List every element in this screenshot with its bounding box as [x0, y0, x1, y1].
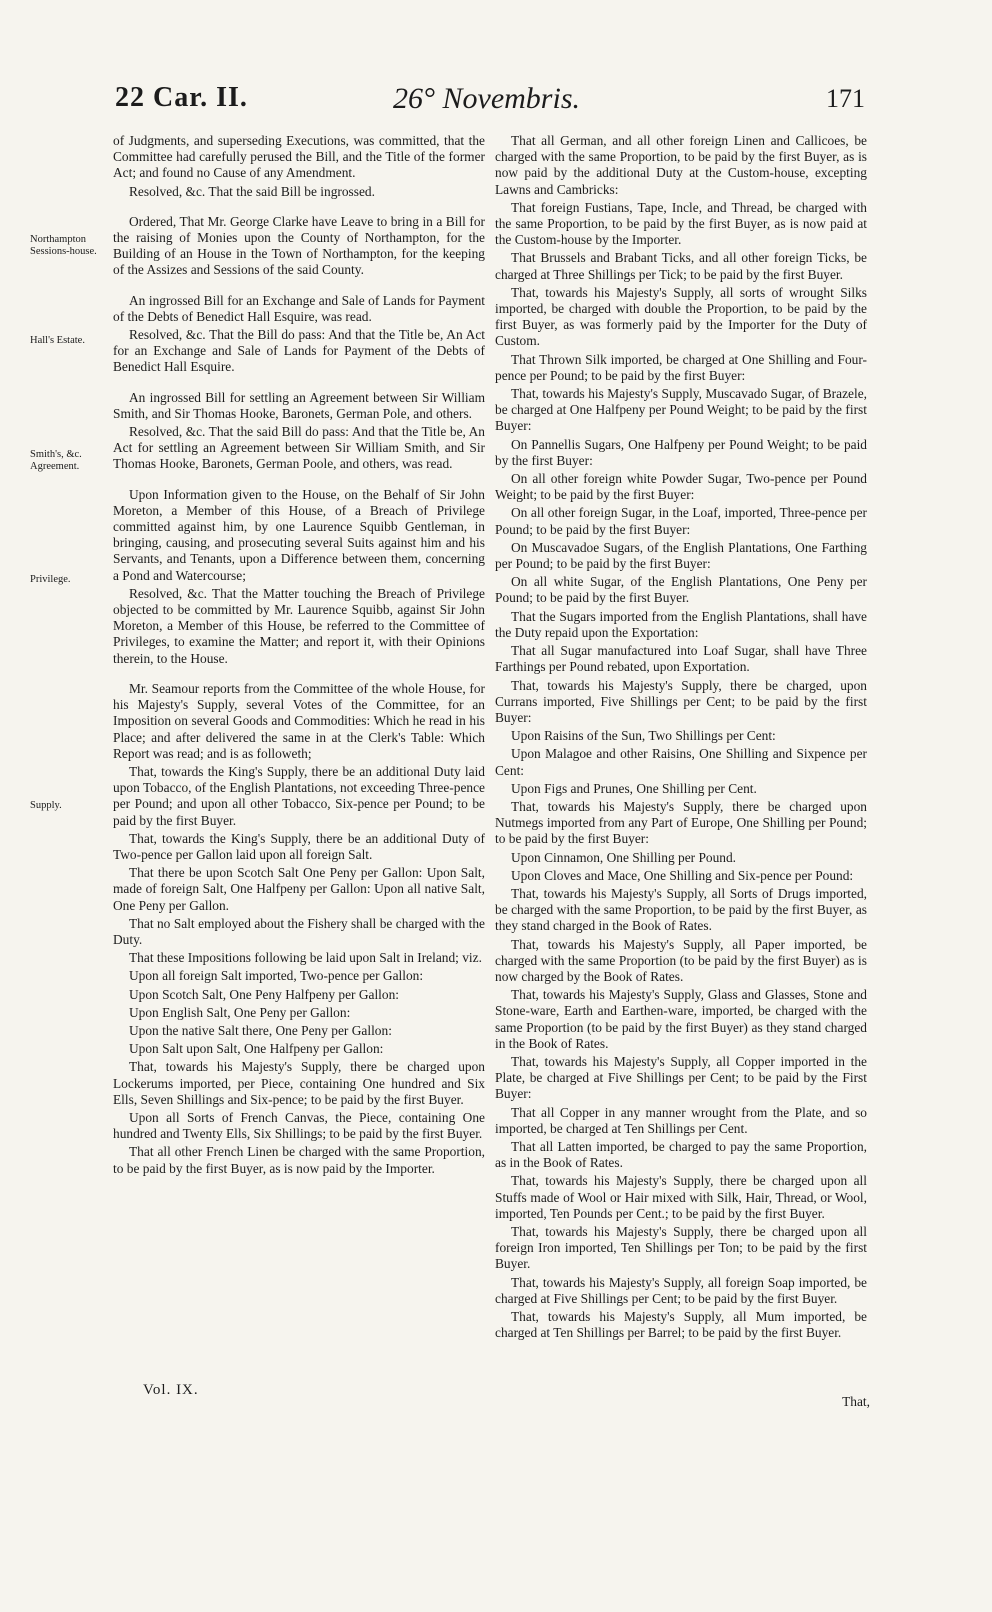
paragraph: That all Sugar manufactured into Loaf Sugar, shall have Three Farthings per Pound rebated, upon Exportation. [495, 643, 867, 675]
paragraph: Resolved, &c. That the Bill do pass: And that the Title be, An Act for an Exchange and Sale of Lands for Payment of the Debts of Benedict Hall Esquire. [113, 327, 485, 375]
paragraph: On Pannellis Sugars, One Halfpeny per Pound Weight; to be paid by the first Buyer: [495, 436, 867, 468]
paragraph: Upon Raisins of the Sun, Two Shillings per Cent: [511, 728, 776, 744]
paragraph: Upon Cloves and Mace, One Shilling and Six-pence per Pound: [511, 867, 854, 883]
paragraph: That, towards the King's Supply, there be an additional Duty of Two-pence per Gallon laid upon all foreign Salt. [113, 830, 485, 862]
paragraph: That, towards his Majesty's Supply, all Mum imported, be charged at Ten Shillings per Barrel; to be paid by the first Buyer. [495, 1309, 867, 1341]
paragraph: That all German, and all other foreign Linen and Callicoes, be charged with the same Proportion, to be paid by the first Buyer, as is now paid by the additional Duty at the Custom-house, excepting Lawns and Cambricks: [495, 133, 867, 197]
paragraph: That all Copper in any manner wrought from the Plate, and so imported, be charged at Ten Shillings per Cent. [495, 1104, 867, 1136]
paragraph: That there be upon Scotch Salt One Peny per Gallon: Upon Salt, made of foreign Salt, One Halfpeny per Gallon: Upon all native Salt, One Peny per Gallon. [113, 865, 485, 913]
paragraph: That, towards his Majesty's Supply, there be charged upon Nutmegs imported from any Part of Europe, One Shilling per Pound; to be paid by the first Buyer: [495, 798, 867, 847]
paragraph: That, towards his Majesty's Supply, there be charged, upon Currans imported, Five Shillings per Cent; to be paid by the first Buyer: [495, 677, 867, 725]
paragraph: That the Sugars imported from the English Plantations, shall have the Duty repaid upon the Exportation: [495, 608, 867, 640]
paragraph: That these Impositions following be laid upon Salt in Ireland; viz. [129, 950, 482, 966]
paragraph: Upon Scotch Salt, One Peny Halfpeny per Gallon: [129, 986, 399, 1002]
page-number: 171 [826, 84, 865, 113]
paragraph: of Judgments, and superseding Executions, was committed, that the Committee had carefully perused the Bill, and the Title of the former Act; and found no Cause of any Amendment. [113, 133, 485, 181]
paragraph: That all other French Linen be charged with the same Proportion, to be paid by the first Buyer, as is now paid by the Importer. [113, 1144, 485, 1176]
paragraph: Upon all foreign Salt imported, Two-pence per Gallon: [129, 968, 424, 984]
catchword: That, [842, 1394, 870, 1409]
left-column [113, 133, 485, 1179]
volume-signature: Vol. IX. [143, 1382, 199, 1398]
margin-note: Northampton Sessions-house. [30, 234, 97, 257]
paragraph: Upon Figs and Prunes, One Shilling per Cent. [511, 780, 757, 796]
paragraph: That, towards his Majesty's Supply, all Copper imported in the Plate, be charged at Five Shillings per Cent; to be paid by the First Buyer: [495, 1053, 867, 1102]
paragraph: Upon Cinnamon, One Shilling per Pound. [511, 849, 737, 865]
margin-note: Smith's, &c. Agreement. [30, 449, 82, 472]
paragraph: Resolved, &c. That the said Bill do pass: And that the Title be, An Act for settling an Agreement between Sir William Smith, and Sir Thomas Hooke, Baronets, German Poole, and others, was read. [113, 424, 485, 472]
paragraph: Resolved, &c. That the Matter touching the Breach of Privilege objected to be committed by Mr. Laurence Squibb, against Sir John Moreton, a Member of this House, be referred to the Committee of Privileges, to examine the Matter; and report it, with their Opinions therein, to the House. [113, 585, 485, 666]
paragraph: That all Latten imported, be charged to pay the same Proportion, as in the Book of Rates. [495, 1138, 867, 1171]
paragraph: Mr. Seamour reports from the Committee of the whole House, for his Majesty's Supply, several Votes of the Committee, for an Imposition on several Goods and Commodities: Which he read in his Place; and after delivered the same in at the Clerk's Table: Which Report was read; and is as followeth; [113, 680, 485, 761]
paragraph: Ordered, That Mr. George Clarke have Leave to bring in a Bill for the raising of Monies upon the County of Northampton, for the Building of an House in the Town of Northampton, for the keeping of the Assizes and Sessions of the said County. [113, 213, 485, 278]
paragraph: On all white Sugar, of the English Plantations, One Peny per Pound; to be paid by the first Buyer. [495, 574, 867, 606]
paragraph: Upon Information given to the House, on the Behalf of Sir John Moreton, a Member of this House, of a Breach of Privilege committed against him, by one Laurence Squibb Gentleman, in bringing, causing, and prosecuting several Suits against him and his Servants, and Tenants, upon a Difference between them, concerning a Pond and Watercourse; [113, 486, 485, 583]
paragraph: An ingrossed Bill for settling an Agreement between Sir William Smith, and Sir Thomas Hooke, Baronets, German Pole, and others. [113, 389, 485, 421]
paragraph: Resolved, &c. That the said Bill be ingrossed. [129, 183, 375, 199]
regnal-year: 22 Car. II. [115, 82, 248, 113]
margin-note: Supply. [30, 800, 62, 811]
paragraph: That, towards his Majesty's Supply, Muscavado Sugar, of Brazele, be charged at One Halfpeny per Pound Weight; to be paid by the first Buyer: [495, 386, 867, 434]
right-column [495, 133, 867, 1343]
paragraph: That, towards his Majesty's Supply, Glass and Glasses, Stone and Stone-ware, Earth and Earthen-ware, imported, be charged with the same Proportion (to be paid by the first Buyer) as they stand charged in the Book of Rates. [495, 987, 867, 1051]
paragraph: An ingrossed Bill for an Exchange and Sale of Lands for Payment of the Debts of Benedict Hall Esquire, was read. [113, 292, 485, 324]
paragraph: On all other foreign white Powder Sugar, Two-pence per Pound Weight; to be paid by the first Buyer: [495, 471, 867, 503]
paragraph: Upon Malagoe and other Raisins, One Shilling and Sixpence per Cent: [495, 746, 867, 778]
margin-note: Privilege. [30, 574, 71, 585]
paragraph: Upon the native Salt there, One Peny per Gallon: [129, 1022, 392, 1038]
paragraph: That, towards his Majesty's Supply, all sorts of wrought Silks imported, be charged with double the Proportion, to be paid by the first Buyer, as was formerly paid by the Importer for the Duty of Custom. [495, 284, 867, 349]
paragraph: That, towards his Majesty's Supply, all foreign Soap imported, be charged at Five Shillings per Cent; to be paid by the first Buyer. [495, 1274, 867, 1306]
paragraph: Upon English Salt, One Peny per Gallon: [129, 1004, 351, 1020]
paragraph: That Brussels and Brabant Ticks, and all other foreign Ticks, be charged at Three Shillings per Tick; to be paid by the first Buyer. [495, 250, 867, 282]
paragraph: That, towards his Majesty's Supply, all Paper imported, be charged with the same Proportion (to be paid by the first Buyer) as is now charged by the Book of Rates. [495, 936, 867, 984]
paragraph: Upon all Sorts of French Canvas, the Piece, containing One hundred and Twenty Ells, Six Shillings; to be paid by the first Buyer. [113, 1109, 485, 1142]
paragraph: On Muscavadoe Sugars, of the English Plantations, One Farthing per Pound; to be paid by the first Buyer: [495, 539, 867, 572]
page-header [115, 82, 865, 128]
paragraph: That foreign Fustians, Tape, Incle, and Thread, be charged with the same Proportion, to be paid by the first Buyer, as is now paid at the Custom-house by the Importer. [495, 199, 867, 248]
paragraph: That, towards the King's Supply, there be an additional Duty laid upon Tobacco, of the English Plantations, not exceeding Three-pence per Pound; and upon all other Tobacco, Six-pence per Pound; to be paid by the first Buyer. [113, 763, 485, 828]
paragraph: That, towards his Majesty's Supply, there be charged upon all Stuffs made of Wool or Hair mixed with Silk, Hair, Thread, or Wool, imported, Ten Pounds per Cent.; to be paid by the first Buyer. [495, 1173, 867, 1221]
paragraph: That, towards his Majesty's Supply, there be charged upon Lockerums imported, per Piece, containing One hundred and Six Ells, Seven Shillings and Six-pence; to be paid by the first Buyer. [113, 1059, 485, 1107]
paragraph: On all other foreign Sugar, in the Loaf, imported, Three-pence per Pound; to be paid by the first Buyer: [495, 505, 867, 537]
paragraph: That no Salt employed about the Fishery shall be charged with the Duty. [113, 915, 485, 947]
paragraph: Upon Salt upon Salt, One Halfpeny per Gallon: [129, 1041, 384, 1057]
paragraph: That, towards his Majesty's Supply, all Sorts of Drugs imported, be charged with the same Proportion, to be paid by the first Buyer, as they stand charged in the Book of Rates. [495, 885, 867, 934]
margin-note: Hall's Estate. [30, 335, 85, 346]
paragraph: That Thrown Silk imported, be charged at One Shilling and Four-pence per Pound; to be paid by the first Buyer: [495, 351, 867, 383]
date-heading: 26° Novembris. [393, 82, 580, 115]
paragraph: That, towards his Majesty's Supply, there be charged upon all foreign Iron imported, Ten Shillings per Ton; to be paid by the first Buyer. [495, 1224, 867, 1272]
